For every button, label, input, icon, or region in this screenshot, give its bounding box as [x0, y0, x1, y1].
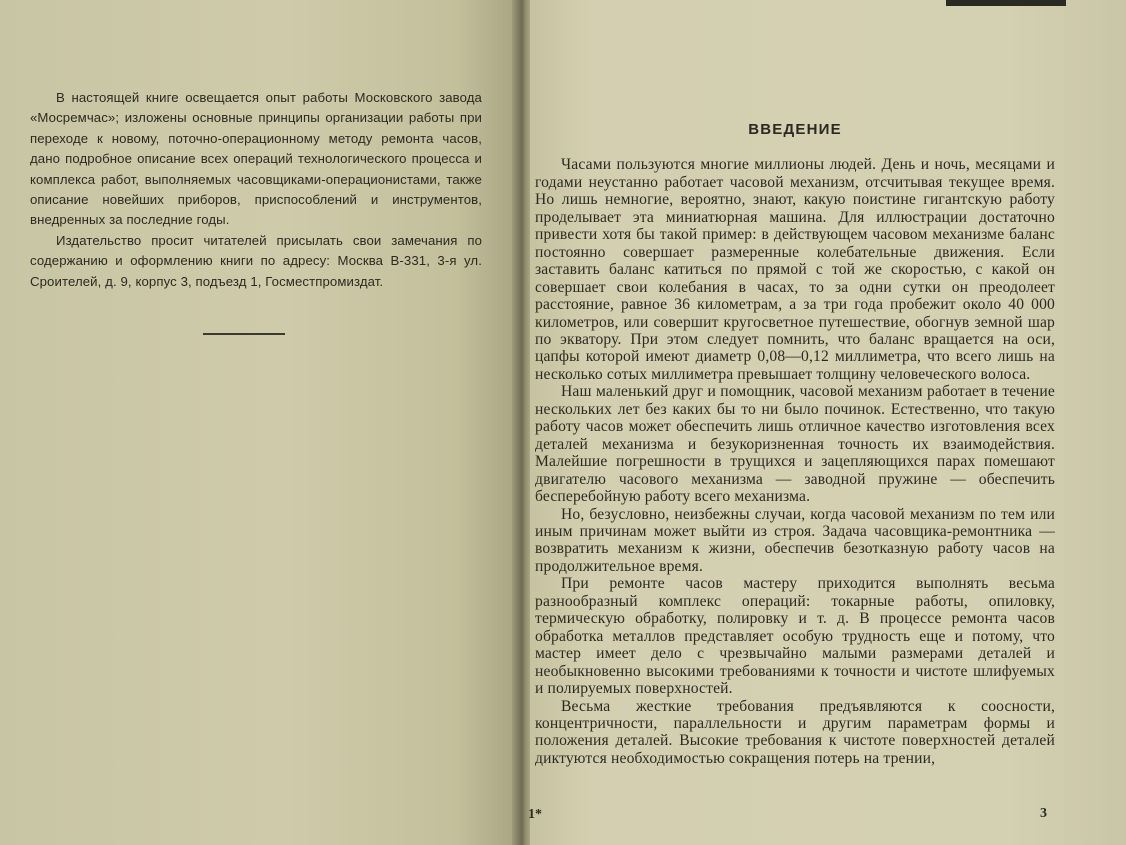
body-paragraph: При ремонте часов мастеру приходится выполнять весьма разнообразный комплекс операций: токарные работы, опиловку, термическую обработку, полировку и т. д. В процессе ремонта часов обработка металлов представляет особую трудность еще и потому, что мастер имеет дело с чрезвычайно малыми размерами деталей и необыкновенно высокими требованиями к точности и чистоте шлифуемых и полируемых поверхностей.: [535, 575, 1055, 698]
chapter-heading: ВВЕДЕНИЕ: [748, 121, 842, 138]
body-paragraph: Часами пользуются многие миллионы людей. День и ночь, месяцами и годами неустанно работает часовой механизм, отсчитывая текущее время. Но лишь немногие, вероятно, знают, какую поистине гигантскую работу проделывает эта миниатюрная машина. Для иллюстрации достаточно привести хотя бы такой пример: в действующем часовом механизме баланс постоянно совершает размеренные колебательные движения. Если заставить баланс катиться по прямой с той же скоростью, с какой он совершает свои колебания в часах, то за одни сутки он преодолеет расстояние, равное 36 километрам, а за три года пробежит около 40 000 километров, или совершит кругосветное путешествие, обогнув земной шар по экватору. При этом следует помнить, что баланс вращается на оси, цапфы которой имеют диаметр 0,08—0,12 миллиметра, что всего лишь на несколько сотых миллиметра превышает толщину человеческого волоса.: [535, 156, 1055, 383]
publisher-note-paragraph: Издательство просит читателей присылать свои замечания по содержанию и оформлению книги по адресу: Москва В-331, 3-я ул. Сроителей, д. 9, корпус 3, подъезд 1, Госместпромиздат.: [30, 232, 482, 289]
top-edge-shadow: [946, 0, 1066, 6]
body-paragraph: Весьма жесткие требования предъявляются к соосности, концентричности, параллельности и другим параметрам формы и положения деталей. Высокие требования к чистоте поверхностей деталей диктуются необходимостью сокращения потерь на трении,: [535, 697, 1055, 767]
body-paragraph: Но, безусловно, неизбежны случаи, когда часовой механизм по тем или иным причинам может выйти из строя. Задача часовщика-ремонтника — возвратить механизм к жизни, обеспечив безотказную работу часов на продолжительное время.: [535, 505, 1055, 575]
signature-mark: 1*: [528, 807, 542, 822]
right-page-text: [535, 121, 1055, 767]
page-number: 3: [1040, 806, 1047, 821]
body-paragraph: Наш маленький друг и помощник, часовой механизм работает в течение нескольких лет без каких бы то ни было починок. Естественно, что такую работу часов может обеспечить лишь отличное качество изготовления всех деталей механизма и безукоризненная точность их взаимодействия. Малейшие погрешности в трущихся и зацепляющихся парах помешают двигателю часового механизма — заводной пружине — обеспечить бесперебойную работу всего механизма.: [535, 383, 1055, 506]
left-page-text: [30, 88, 482, 292]
separator-rule: [203, 333, 285, 335]
annotation-paragraph: В настоящей книге освещается опыт работы Московского завода «Мосремчас»; изложены основные принципы организации работы при переходе к новому, поточно-операционному методу ремонта часов, дано подробное описание всех операций технологического процесса и комплекса работ, выполняемых часовщиками-операционистами, также описание новейших приборов, приспособлений и инструментов, внедренных за последние годы.: [30, 90, 482, 228]
